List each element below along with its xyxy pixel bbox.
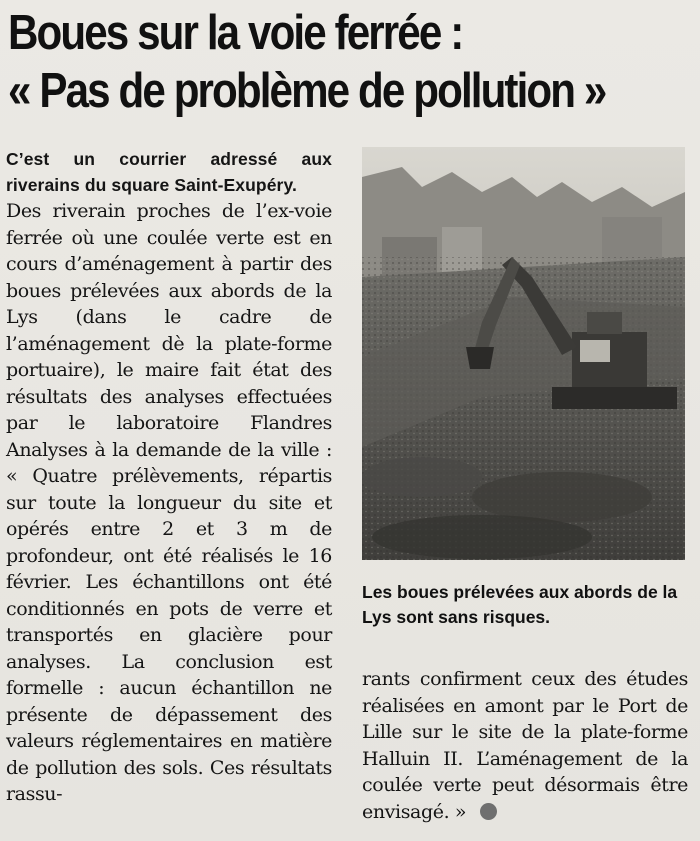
left-column: [6, 146, 332, 808]
article-headline: [8, 4, 606, 120]
excavator-photo: [362, 147, 685, 560]
article-lede: C’est un courrier adressé aux riverains du square Saint-Exupéry.: [6, 149, 332, 195]
photo-caption: Les boues prélevées aux abords de la Lys sont sans risques.: [362, 582, 678, 627]
article-body-right: [362, 666, 688, 825]
article-body-left: Des riverain proches de l’ex-voie ferrée où une coulée verte est en cours d’aménagement à partir des boues prélevées aux abords de la Lys (dans le cadre de l’aménagement dè la plate-forme portuaire), le maire fait état des résultats des analyses effectuées par le laboratoire Flandres Analyses à la demande de la ville : « Quatre prélèvements, répartis sur toute la longueur du site et opérés entre 2 et 3 m de profondeur, ont été réalisés le 16 février. Les échantillons ont été conditionnés en pots de verre et transportés en glacière pour analyses. La conclusion est formelle : aucun échantillon ne présente de dépassement des valeurs réglementaires en matière de pollution des sols. Ces résultats rassu-: [6, 200, 332, 805]
headline-line-2: « Pas de problème de pollution »: [8, 64, 606, 118]
article-body-right-text: rants confirment ceux des études réalisées en amont par le Port de Lille sur le site de la plate-forme Halluin II. L’aménagement de la coulée verte peut désormais être envisagé. »: [362, 668, 688, 823]
photo-illustration: [362, 147, 685, 560]
end-of-article-bullet-icon: [480, 803, 497, 820]
headline-line-1: Boues sur la voie ferrée :: [8, 6, 463, 60]
